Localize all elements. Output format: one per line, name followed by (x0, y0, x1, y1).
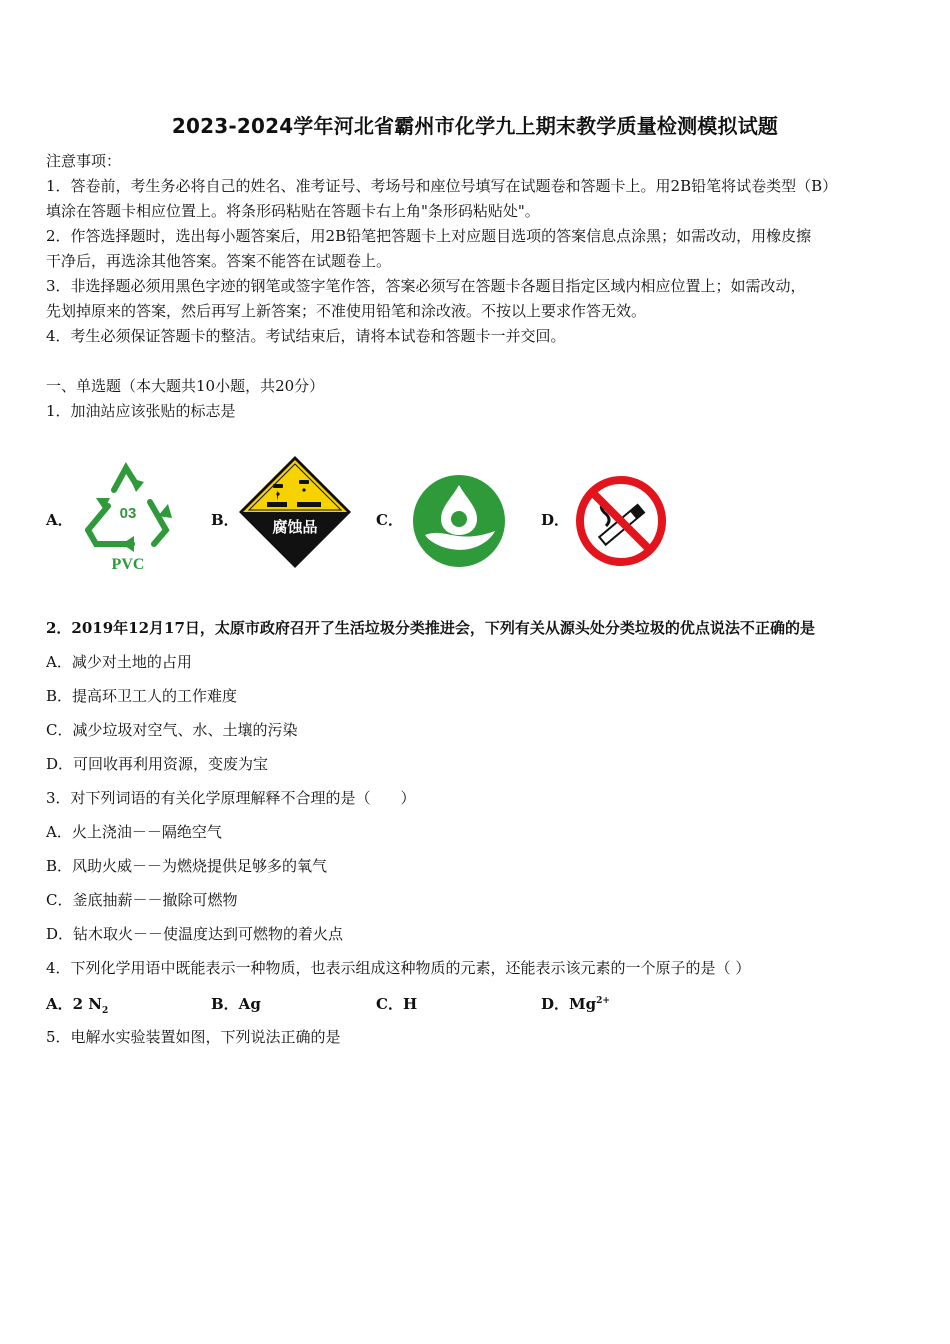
q3-option-d: D．钻木取火－－使温度达到可燃物的着火点 (46, 925, 344, 943)
q3-option-b: B．风助火威－－为燃烧提供足够多的氧气 (46, 857, 328, 875)
q1-option-b-label: B． (211, 511, 239, 529)
q2-option-d: D．可回收再利用资源，变废为宝 (46, 755, 269, 773)
notes-line-7: 4．考生必须保证答题卡的整洁。考试结束后，请将本试卷和答题卡一并交回。 (46, 327, 566, 345)
question-5-stem: 5．电解水实验装置如图，下列说法正确的是 (46, 1028, 341, 1046)
q1-option-a-label: A． (46, 511, 73, 529)
q3-option-a: A．火上浇油－－隔绝空气 (46, 823, 222, 841)
q3-option-c: C．釜底抽薪－－撤除可燃物 (46, 891, 238, 909)
recycle-pvc-label: PVC (111, 556, 145, 573)
page-title: 2023-2024学年河北省霸州市化学九上期末教学质量检测模拟试题 (171, 114, 779, 138)
q4-option-b: B．Ag (211, 995, 261, 1013)
question-3-stem: 3．对下列词语的有关化学原理解释不合理的是（ ） (46, 789, 416, 807)
notes-heading: 注意事项： (46, 152, 122, 170)
question-1-stem: 1．加油站应该张贴的标志是 (46, 402, 236, 420)
section-heading: 一、单选题（本大题共10小题，共20分） (46, 377, 325, 395)
q2-option-a: A．减少对土地的占用 (46, 653, 192, 671)
no-smoking-icon (574, 474, 668, 568)
notes-line-6: 先划掉原来的答案，然后再写上新答案；不准使用铅笔和涂改液。不按以上要求作答无效。 (46, 302, 647, 320)
q4-option-a-formula: 2 N (72, 995, 103, 1013)
q4-option-d (541, 993, 610, 1014)
notes-line-1: 1．答卷前，考生务必将自己的姓名、准考证号、考场号和座位号填写在试题卷和答题卡上。用2B铅笔将试卷类型（B） (46, 177, 838, 195)
corrosive-hazard-icon (237, 454, 353, 570)
notes-line-2: 填涂在答题卡相应位置上。将条形码粘贴在答题卡右上角"条形码粘贴处"。 (46, 202, 540, 220)
q4-option-d-formula: Mg (569, 995, 597, 1013)
question-4-stem: 4．下列化学用语中既能表示一种物质，也表示组成这种物质的元素，还能表示该元素的一个原子的是（ ） (46, 959, 751, 977)
q4-option-a-subscript: 2 (102, 1006, 109, 1016)
q4-option-a-label: A． (46, 995, 73, 1013)
question-2-stem: 2．2019年12月17日，太原市政府召开了生活垃圾分类推进会，下列有关从源头处分类垃圾的优点说法不正确的是 (46, 619, 815, 637)
q4-option-d-superscript: 2+ (596, 996, 610, 1006)
q4-option-c: C．H (376, 995, 418, 1013)
corrosive-label: 腐蚀品 (272, 518, 318, 536)
notes-line-3: 2．作答选择题时，选出每小题答案后，用2B铅笔把答题卡上对应题目选项的答案信息点涂黑；如需改动，用橡皮擦 (46, 227, 812, 245)
q1-option-d-label: D． (541, 511, 570, 529)
q2-option-c: C．减少垃圾对空气、水、土壤的污染 (46, 721, 298, 739)
q1-option-c-label: C． (376, 511, 403, 529)
q2-option-b: B．提高环卫工人的工作难度 (46, 687, 238, 705)
recycle-number: 03 (119, 505, 137, 522)
q4-option-a (46, 993, 108, 1016)
water-saving-icon (411, 473, 507, 569)
pvc-recycle-icon (74, 452, 182, 576)
notes-line-5: 3．非选择题必须用黑色字迹的钢笔或签字笔作答，答案必须写在答题卡各题目指定区域内相应位置上；如需改动， (46, 277, 806, 295)
notes-line-4: 干净后，再选涂其他答案。答案不能答在试题卷上。 (46, 252, 392, 270)
q4-option-d-label: D． (541, 995, 570, 1013)
